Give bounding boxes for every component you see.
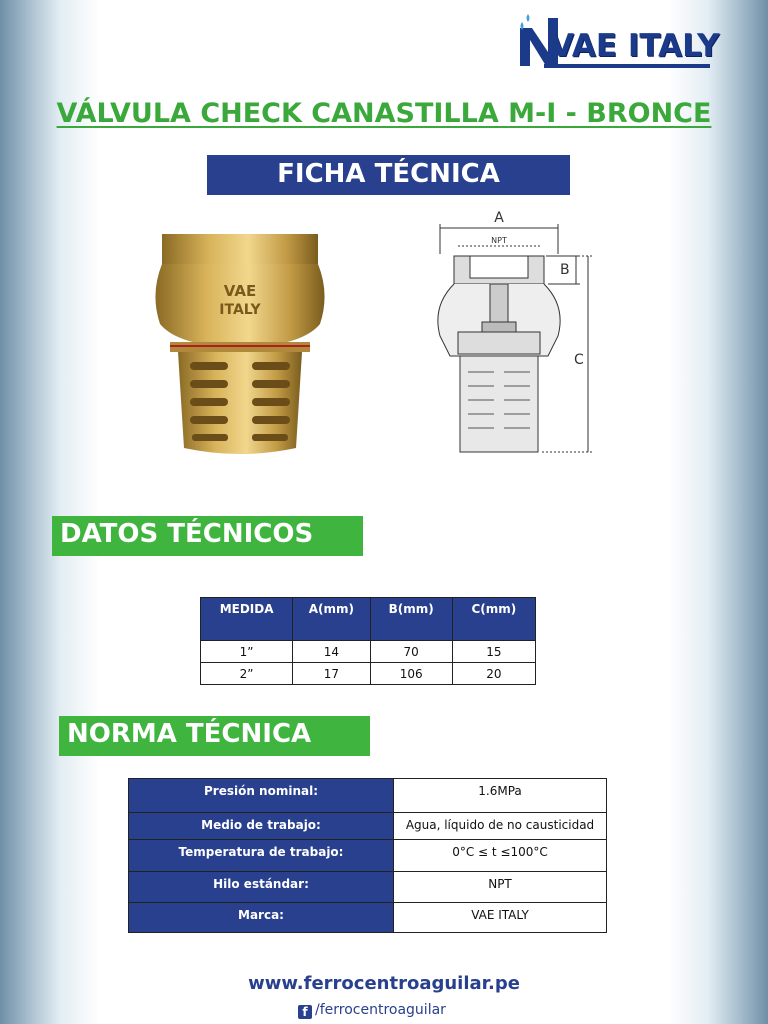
ficha-tecnica-banner: FICHA TÉCNICA xyxy=(207,155,570,195)
dimensions-table xyxy=(200,597,536,685)
cell: 1” xyxy=(201,641,293,663)
table-row xyxy=(129,813,607,840)
table-row xyxy=(129,903,607,933)
norm-value: NPT xyxy=(394,872,607,903)
facebook-handle: /ferrocentroaguilar xyxy=(315,1002,446,1018)
cell: 17 xyxy=(293,663,370,685)
cell: 70 xyxy=(370,641,452,663)
photo-engraving-vae: VAE xyxy=(223,282,257,300)
brand-logo xyxy=(518,12,720,72)
technical-drawing xyxy=(430,206,592,460)
header-c: C(mm) xyxy=(452,598,535,641)
norm-value: 0°C ≤ t ≤100°C xyxy=(394,840,607,872)
product-photo xyxy=(148,234,332,468)
norm-key: Temperatura de trabajo: xyxy=(129,840,394,872)
header-a: A(mm) xyxy=(293,598,370,641)
cell: 14 xyxy=(293,641,370,663)
cell: 2” xyxy=(201,663,293,685)
datos-tecnicos-banner: DATOS TÉCNICOS xyxy=(52,516,363,556)
logo-text: VAE ITALY xyxy=(550,28,720,64)
website-link[interactable]: www.ferrocentroaguilar.pe xyxy=(248,973,520,994)
norm-key: Hilo estándar: xyxy=(129,872,394,903)
cell: 15 xyxy=(452,641,535,663)
table-row xyxy=(201,663,536,685)
table-row xyxy=(129,840,607,872)
facebook-icon: f xyxy=(298,1005,312,1019)
photo-engraving-italy: ITALY xyxy=(219,302,261,318)
norm-value: 1.6MPa xyxy=(394,779,607,813)
norm-value: VAE ITALY xyxy=(394,903,607,933)
norm-value: Agua, líquido de no causticidad xyxy=(394,813,607,840)
logo-underline xyxy=(544,64,710,68)
drawing-label-c: C xyxy=(574,352,584,368)
drawing-label-b: B xyxy=(560,262,570,278)
facebook-link[interactable] xyxy=(298,1000,446,1020)
norma-tecnica-banner: NORMA TÉCNICA xyxy=(59,716,370,756)
norm-table xyxy=(128,778,607,933)
norm-key: Medio de trabajo: xyxy=(129,813,394,840)
header-b: B(mm) xyxy=(370,598,452,641)
table-row xyxy=(201,641,536,663)
cell: 106 xyxy=(370,663,452,685)
table-header-row xyxy=(201,598,536,641)
norm-key: Marca: xyxy=(129,903,394,933)
drawing-label-npt: NPT xyxy=(491,236,507,245)
cell: 20 xyxy=(452,663,535,685)
table-row xyxy=(129,872,607,903)
product-title: VÁLVULA CHECK CANASTILLA M-I - BRONCE xyxy=(56,98,712,129)
header-medida: MEDIDA xyxy=(201,598,293,641)
norm-key: Presión nominal: xyxy=(129,779,394,813)
table-row xyxy=(129,779,607,813)
drawing-label-a: A xyxy=(494,210,504,226)
